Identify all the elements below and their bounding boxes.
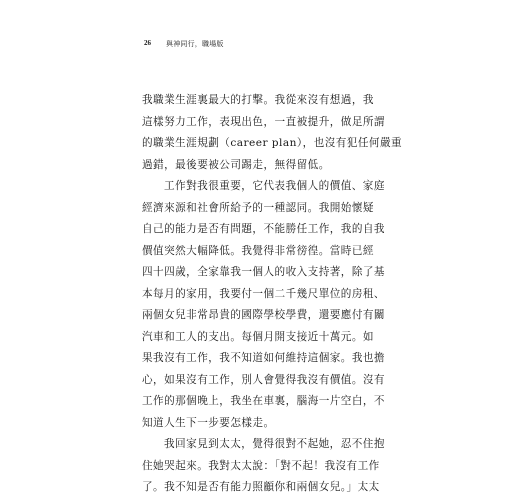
text-line: 這樣努力工作，表現出色，一直被提升，做足所謂	[142, 115, 385, 128]
text-line: 工作的那個晚上，我坐在車裏，腦海一片空白，不	[142, 395, 385, 407]
text-line: 住她哭起來。我對太太說：「對不起！我沒有工作	[142, 459, 380, 472]
text-line: 我回家見到太太，覺得很對不起她，忍不住抱	[164, 438, 385, 450]
text-line: 自己的能力是否有問題，不能勝任工作，我的自我	[142, 223, 385, 235]
text-line: 我職業生涯裏最大的打擊。我從來沒有想過，我	[142, 94, 374, 106]
body-text	[142, 90, 403, 499]
text-line: 四十四歲，全家靠我一個人的收入支持著，除了基	[142, 266, 385, 278]
text-line: 價值突然大幅降低。我覺得非常徬徨。當時已經	[142, 244, 374, 257]
text-line: 心，如果沒有工作，別人會覺得我沒有價值。沒有	[142, 373, 385, 386]
text-line: 知道人生下一步要怎樣走。	[142, 416, 275, 429]
text-line: 汽車和工人的支出。每個月開支接近十萬元。如	[142, 330, 374, 343]
text-line: 果我沒有工作，我不知道如何維持這個家。我也擔	[142, 352, 385, 364]
text-line: 的職業生涯規劃（career plan），也沒有犯任何嚴重	[142, 137, 403, 149]
text-line: 了。我不知是否有能力照顧你和兩個女兒。」太太	[142, 481, 380, 493]
text-line: 過錯，最後要被公司踢走，無得留低。	[142, 158, 330, 171]
text-line: 經濟來源和社會所給予的一種認同。我開始懷疑	[142, 201, 374, 214]
text-line: 本每月的家用，我要付一個二千幾尺單位的房租、	[142, 287, 385, 300]
text-line: 工作對我很重要，它代表我個人的價值、家庭	[164, 180, 385, 192]
text-line: 兩個女兒非常昂貴的國際學校學費，還要應付有關	[142, 309, 385, 321]
page-number: 26	[144, 39, 151, 47]
running-header: 與神同行，職場版	[166, 40, 224, 48]
